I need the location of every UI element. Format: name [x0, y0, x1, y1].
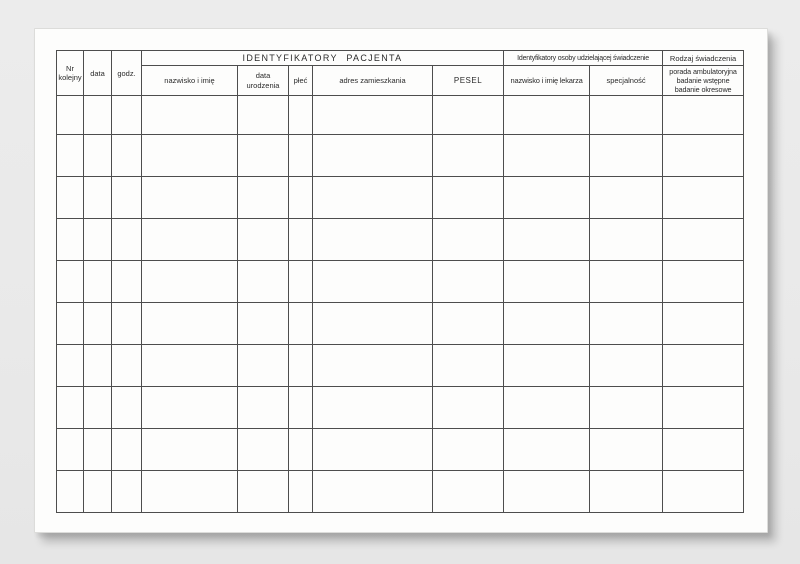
empty-cell [504, 429, 590, 471]
header-data: data [84, 51, 112, 96]
empty-cell [142, 345, 238, 387]
empty-cell [57, 135, 84, 177]
empty-cell [590, 219, 663, 261]
empty-cell [433, 261, 504, 303]
empty-cell [289, 261, 313, 303]
empty-cell [112, 387, 142, 429]
empty-cell [433, 219, 504, 261]
empty-cell [238, 219, 289, 261]
empty-cell [57, 177, 84, 219]
empty-cell [142, 429, 238, 471]
empty-cell [289, 387, 313, 429]
empty-cell [663, 177, 744, 219]
empty-cell [142, 261, 238, 303]
empty-cell [313, 177, 433, 219]
empty-cell [663, 345, 744, 387]
empty-cell [57, 96, 84, 135]
empty-cell [590, 303, 663, 345]
table-row [57, 96, 744, 135]
empty-cell [84, 261, 112, 303]
table-row [57, 303, 744, 345]
empty-cell [84, 177, 112, 219]
empty-cell [590, 429, 663, 471]
empty-cell [590, 387, 663, 429]
empty-cell [84, 471, 112, 513]
empty-cell [142, 177, 238, 219]
header-nazwisko-i-imie-lekarza: nazwisko i imię lekarza [504, 66, 590, 96]
empty-cell [112, 96, 142, 135]
empty-cell [433, 345, 504, 387]
empty-cell [142, 303, 238, 345]
empty-cell [433, 135, 504, 177]
empty-cell [663, 219, 744, 261]
empty-cell [663, 387, 744, 429]
table-row [57, 387, 744, 429]
empty-cell [663, 96, 744, 135]
header-nr-kolejny: Nr kolejny [57, 51, 84, 96]
empty-cell [313, 96, 433, 135]
empty-cell [313, 387, 433, 429]
table-row [57, 261, 744, 303]
empty-cell [238, 387, 289, 429]
empty-cell [504, 261, 590, 303]
scanned-form-page [34, 28, 768, 533]
service-type-porada-ambulatoryjna: porada ambulatoryjna [669, 67, 737, 76]
empty-cell [112, 471, 142, 513]
empty-cell [504, 96, 590, 135]
empty-cell [238, 471, 289, 513]
empty-cell [504, 219, 590, 261]
empty-cell [663, 303, 744, 345]
header-service-types [663, 66, 744, 96]
empty-cell [313, 345, 433, 387]
header-group-identyfikatory-osoby: Identyfikatory osoby udzielającej świadczenie [504, 51, 663, 66]
empty-cell [57, 261, 84, 303]
header-group-rodzaj-swiadczenia: Rodzaj świadczenia [663, 51, 744, 66]
empty-cell [663, 261, 744, 303]
empty-cell [433, 177, 504, 219]
header-specjalnosc: specjalność [590, 66, 663, 96]
empty-cell [504, 471, 590, 513]
empty-cell [84, 219, 112, 261]
empty-cell [313, 219, 433, 261]
empty-cell [590, 135, 663, 177]
empty-cell [142, 387, 238, 429]
empty-cell [112, 303, 142, 345]
empty-cell [313, 471, 433, 513]
empty-cell [504, 303, 590, 345]
empty-cell [590, 345, 663, 387]
table-row [57, 345, 744, 387]
empty-cell [84, 96, 112, 135]
empty-cell [289, 303, 313, 345]
empty-cell [590, 96, 663, 135]
empty-cell [433, 429, 504, 471]
empty-cell [112, 345, 142, 387]
table-row [57, 219, 744, 261]
empty-cell [57, 219, 84, 261]
empty-cell [433, 387, 504, 429]
empty-cell [313, 261, 433, 303]
empty-cell [57, 345, 84, 387]
empty-cell [238, 429, 289, 471]
patient-register-table [56, 50, 744, 513]
header-data-urodzenia: data urodzenia [238, 66, 289, 96]
table-header [57, 51, 744, 96]
header-pesel: PESEL [433, 66, 504, 96]
empty-cell [504, 345, 590, 387]
empty-cell [663, 135, 744, 177]
empty-cell [238, 303, 289, 345]
empty-cell [433, 303, 504, 345]
empty-cell [84, 303, 112, 345]
empty-cell [57, 303, 84, 345]
empty-cell [504, 387, 590, 429]
empty-cell [289, 96, 313, 135]
empty-cell [289, 177, 313, 219]
header-adres-zamieszkania: adres zamieszkania [313, 66, 433, 96]
header-group-identyfikatory-pacjenta: IDENTYFIKATORY PACJENTA [142, 51, 504, 66]
empty-cell [84, 387, 112, 429]
empty-cell [142, 96, 238, 135]
empty-cell [590, 261, 663, 303]
table-row [57, 135, 744, 177]
empty-cell [142, 219, 238, 261]
empty-cell [112, 261, 142, 303]
empty-cell [433, 471, 504, 513]
empty-cell [289, 429, 313, 471]
table-body [57, 96, 744, 513]
empty-cell [663, 471, 744, 513]
empty-cell [142, 471, 238, 513]
table-row [57, 429, 744, 471]
empty-cell [238, 261, 289, 303]
empty-cell [289, 345, 313, 387]
empty-cell [313, 429, 433, 471]
empty-cell [313, 135, 433, 177]
table-row [57, 471, 744, 513]
header-godz: godz. [112, 51, 142, 96]
empty-cell [57, 429, 84, 471]
empty-cell [142, 135, 238, 177]
empty-cell [504, 177, 590, 219]
header-plec: płeć [289, 66, 313, 96]
empty-cell [84, 345, 112, 387]
empty-cell [663, 429, 744, 471]
empty-cell [238, 96, 289, 135]
empty-cell [57, 471, 84, 513]
empty-cell [112, 177, 142, 219]
empty-cell [590, 471, 663, 513]
empty-cell [504, 135, 590, 177]
empty-cell [57, 387, 84, 429]
header-nazwisko-i-imie: nazwisko i imię [142, 66, 238, 96]
empty-cell [112, 219, 142, 261]
service-type-badanie-okresowe: badanie okresowe [674, 85, 732, 94]
empty-cell [289, 471, 313, 513]
empty-cell [238, 135, 289, 177]
empty-cell [313, 303, 433, 345]
empty-cell [84, 429, 112, 471]
service-type-badanie-wstepne: badanie wstępne [676, 76, 730, 85]
empty-cell [112, 135, 142, 177]
empty-cell [84, 135, 112, 177]
table-row [57, 177, 744, 219]
empty-cell [590, 177, 663, 219]
empty-cell [289, 219, 313, 261]
empty-cell [433, 96, 504, 135]
empty-cell [238, 345, 289, 387]
empty-cell [238, 177, 289, 219]
empty-cell [289, 135, 313, 177]
empty-cell [112, 429, 142, 471]
